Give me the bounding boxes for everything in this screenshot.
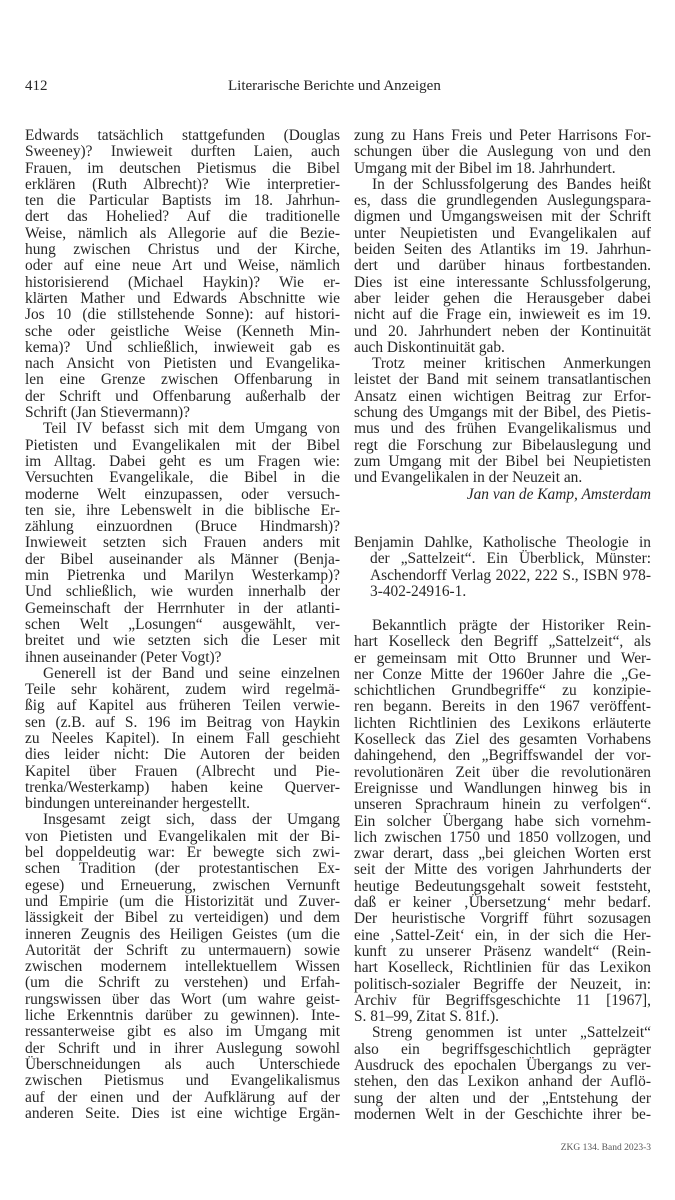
paragraph [354, 356, 651, 486]
text-line: inneren Zeugnis des Heiligen Geistes (um die [25, 925, 340, 943]
right-column-top [354, 128, 651, 503]
text-line: Weise, nämlich als Allegorie auf die Bezie- [25, 224, 340, 242]
text-line: S. 81–99, Zitat S. 81f.). [354, 1008, 499, 1026]
text-line: ßig auf Kapitel aus früheren Teilen verwie- [25, 697, 340, 715]
text-line: Gemeinschaft der Herrnhuter in der atlanti- [25, 599, 340, 617]
text-line: zwischen Pietismus und Evangelikalismus [25, 1072, 340, 1090]
paragraph [354, 618, 651, 1025]
text-line: Ansatz einen wichtigen Beitrag zur Erfor- [354, 387, 651, 405]
text-line: zwischen modernem intellektuellem Wissen [25, 958, 340, 976]
journal-footer: ZKG 134. Band 2023-3 [560, 1143, 651, 1153]
text-line: Dies ist eine interessante Schlussfolgerung, [354, 273, 651, 291]
text-line: zung zu Hans Freis und Peter Harrisons For- [354, 127, 651, 144]
text-line: schungen über die Auslegung von und den [354, 143, 651, 161]
text-line: lichten Richtlinien des Lexikons erläuterte [354, 714, 651, 732]
text-line: Teil IV befasst sich mit dem Umgang von [43, 420, 340, 438]
text-line: Ausdruck des epochalen Übergangs zu ver- [354, 1057, 651, 1075]
paragraph [354, 177, 651, 356]
text-line: modernen Welt in der Geschichte ihrer be- [354, 1105, 651, 1123]
text-line: schen Welt „Losungen“ ausgewählt, ver- [25, 615, 340, 633]
text-line: der Schrift und Offenbarung außerhalb der [25, 387, 340, 405]
text-line: dies leider nicht: Die Autoren der beiden [25, 746, 340, 764]
text-line: daß er keiner ‚Übersetzung‘ mehr bedarf. [354, 894, 651, 912]
text-line: rungswissen über das Wort (um wahre geist- [25, 990, 340, 1008]
text-line: sen (z.B. auf S. 196 im Beitrag von Haykin [25, 713, 340, 731]
text-line: zwar derart, dass „bei gleichen Worten erst [354, 845, 651, 863]
bibliographic-line: der „Sattelzeit“. Ein Überblick, Münster: [370, 550, 651, 568]
text-line: liche Erkenntnis darüber zu gewinnen). Inte- [25, 1007, 340, 1025]
text-line: zum Umgang mit der Bibel bei Neupietisten [354, 452, 651, 470]
review-bibliographic-entry [354, 535, 651, 600]
text-line: schichtlichen Grundbegriffe“ zu konzipie- [354, 682, 651, 700]
bibliographic-line: Benjamin Dahlke, Katholische Theologie in [354, 534, 651, 551]
text-line: und Empirie (um die Historizität und Zuver- [25, 892, 340, 910]
text-line: Koselleck das Ziel des gesamten Vorhabens [354, 731, 651, 749]
text-line: bel doppeldeutig war: Er bewegte sich zwi- [25, 844, 340, 862]
paragraph [354, 1025, 651, 1123]
text-line: also ein begriffsgeschichtlich geprägter [354, 1040, 651, 1058]
text-line: oder auf eine neue Art und Weise, nämlich [25, 257, 340, 275]
text-line: Schrift (Jan Stievermann)? [25, 404, 190, 422]
text-line: politisch-sozialer Begriffe der Neuzeit, in: [354, 975, 651, 993]
text-line: mus und des frühen Evangelikalismus und [354, 420, 651, 438]
text-line: Bekanntlich prägte der Historiker Rein- [372, 617, 651, 634]
text-line: bindungen untereinander hergestellt. [25, 795, 250, 813]
text-line: Generell ist der Band und seine einzelnen [43, 664, 340, 682]
text-line: egese) und Erneuerung, zwischen Vernunft [25, 876, 340, 894]
text-line: Trotz meiner kritischen Anmerkungen [372, 355, 651, 373]
text-line: erklären (Ruth Albrecht)? Wie interpretier- [25, 175, 340, 193]
paragraph [25, 421, 340, 665]
running-title: Literarische Berichte und Anzeigen [228, 78, 441, 94]
text-line: Ereignisse und Wandlungen hinweg bis in [354, 779, 651, 797]
text-line: von Pietisten und Evangelikalen mit der Bi- [25, 827, 340, 845]
text-line: auf der einen und der Aufklärung auf der [25, 1088, 340, 1106]
text-line: Teile sehr kohärent, zudem wird regelmä- [25, 681, 340, 699]
text-line: hung zwischen Christus und der Kirche, [25, 241, 340, 259]
text-line: leistet der Band mit seinem transatlantischen [354, 371, 651, 389]
text-line: dahingehend, den „Begriffswandel der vor- [354, 747, 651, 765]
text-line: revolutionären Zeit über die revolutionären [354, 763, 651, 781]
paragraph [354, 128, 651, 177]
text-line: stehen, den das Lexikon anhand der Auflö- [354, 1073, 651, 1091]
left-column [25, 128, 340, 1122]
text-line: aber leider gehen die Herausgeber dabei [354, 289, 651, 307]
text-line: historisierend (Michael Haykin)? Wie er- [25, 273, 340, 291]
text-line: Streng genommen ist unter „Sattelzeit“ [372, 1024, 651, 1042]
text-line: len eine Grenze zwischen Offenbarung in [25, 371, 340, 389]
text-line: min Pietrenka und Marilyn Westerkamp)? [25, 567, 340, 585]
text-line: ihnen auseinander (Peter Vogt)? [25, 648, 222, 666]
text-line: unter Neupietisten und Evangelikalen auf [354, 224, 651, 242]
text-line: im Alltag. Dabei geht es um Fragen wie: [25, 452, 340, 470]
text-line: nach Ansicht von Pietisten und Evangelika- [25, 355, 340, 373]
review-body [354, 618, 651, 1123]
text-line: anderen Seite. Dies ist eine wichtige Ergän- [25, 1104, 340, 1122]
text-line: und 20. Jahrhundert neben der Kontinuität [354, 322, 651, 340]
text-line: (um die Schrift zu verstehen) und Erfah- [25, 974, 340, 992]
page-number: 412 [25, 78, 48, 94]
text-line: ren begann. Bereits in den 1967 veröffent- [354, 698, 651, 716]
text-line: lässigkeit der Bibel zu verteidigen) und dem [25, 909, 340, 927]
text-line: Umgang mit der Bibel im 18. Jahrhundert. [354, 159, 616, 177]
text-line: Sweeney)? Inwieweit durften Laien, auch [25, 143, 340, 161]
text-line: Und schließlich, wie wurden innerhalb der [25, 583, 340, 601]
text-line: hart Koselleck den Begriff „Sattelzeit“, als [354, 633, 651, 651]
text-line: auch Diskontinuität gab. [354, 338, 505, 356]
text-line: lich zwischen 1750 und 1850 vollzogen, und [354, 828, 651, 846]
text-line: Pietisten und Evangelikalen mit der Bibel [25, 436, 340, 454]
text-line: digmen und Umgangsweisen mit der Schrift [354, 208, 651, 226]
text-line: ressanterweise gibt es also im Umgang mit [25, 1023, 340, 1041]
text-line: schung des Umgangs mit der Bibel, des Pietis- [354, 404, 651, 422]
text-line: heutige Bedeutungsgehalt soweit feststeht, [354, 877, 651, 895]
text-line: eine ‚Sattel-Zeit‘ ein, in der sich die Her- [354, 926, 651, 944]
text-line: dert das Hohelied? Auf die traditionelle [25, 208, 340, 226]
text-line: Edwards tatsächlich stattgefunden (Douglas [25, 127, 340, 144]
text-line: sung der alten und der „Entstehung der [354, 1089, 651, 1107]
text-line: Autorität der Schrift zu untermauern) sowie [25, 941, 340, 959]
reviewer-signature: Jan van de Kamp, Amsterdam [466, 485, 651, 503]
text-line: Inwieweit setzten sich Frauen anders mit [25, 534, 340, 552]
text-line: schen Tradition (der protestantischen Ex- [25, 860, 340, 878]
text-line: moderne Welt einzupassen, oder versuch- [25, 485, 340, 503]
text-line: breitet und wie setzten sich die Leser mit [25, 632, 340, 650]
text-line: Der heuristische Vorgriff führt sozusagen [354, 910, 651, 928]
text-line: und Evangelikalen in der Neuzeit an. [354, 469, 583, 487]
bibliographic-line: Aschendorff Verlag 2022, 222 S., ISBN 978- [370, 566, 651, 584]
text-line: Versuchten Evangelikale, die Bibel in die [25, 469, 340, 487]
text-line: unseren Sprachraum hinein zu verfolgen“. [354, 796, 651, 814]
text-line: Ein solcher Übergang habe sich vornehm- [354, 812, 651, 830]
text-line: es, dass die grundlegenden Auslegungspara- [354, 192, 651, 210]
text-line: Frauen, im deutschen Pietismus die Bibel [25, 159, 340, 177]
text-line: Überschneidungen als auch Unterschiede [25, 1055, 340, 1073]
text-line: beiden Seiten des Atlantiks im 19. Jahrhun- [354, 241, 651, 259]
text-line: Kapitel über Frauen (Albrecht und Pie- [25, 762, 340, 780]
text-line: kunft zu unserer Präsenz wandelt“ (Rein- [354, 942, 651, 960]
text-line: ner Conze Mitte der 1960er Jahre die „Ge- [354, 665, 651, 683]
text-line: zu Neeles Kapitel). In einem Fall geschieht [25, 729, 340, 747]
text-line: sche oder geistliche Weise (Kenneth Min- [25, 322, 340, 340]
text-line: er gemeinsam mit Otto Brunner und Wer- [354, 649, 651, 667]
text-line: regt die Forschung zur Bibelauslegung und [354, 436, 651, 454]
text-line: trenka/Westerkamp) haben keine Querver- [25, 778, 340, 796]
paragraph [25, 812, 340, 1122]
text-line: der Schrift und in ihrer Auslegung sowohl [25, 1039, 340, 1057]
paragraph [25, 128, 340, 421]
text-line: kema)? Und schließlich, inwieweit gab es [25, 338, 340, 356]
text-line: Archiv für Begriffsgeschichte 11 [1967], [354, 991, 651, 1009]
text-line: nicht auf die Frage ein, inwieweit es im 19. [354, 306, 651, 324]
bibliographic-line: 3-402-24916-1. [370, 582, 467, 600]
text-line: hart Koselleck, Richtlinien für das Lexikon [354, 959, 651, 977]
text-line: ten die Particular Baptists im 18. Jahrhun- [25, 192, 340, 210]
text-line: klärten Mather und Edwards Abschnitte wie [25, 289, 340, 307]
text-line: der Bibel auseinander als Männer (Benja- [25, 550, 340, 568]
paragraph [25, 666, 340, 813]
text-line: zählung einzuordnen (Bruce Hindmarsh)? [25, 518, 340, 536]
text-line: seit der Mitte des vorigen Jahrhunderts der [354, 861, 651, 879]
text-line: Jos 10 (die stillstehende Sonne): auf histori- [25, 306, 340, 324]
text-line: Insgesamt zeigt sich, dass der Umgang [43, 811, 340, 829]
text-line: ten sie, ihre Lebenswelt in die biblische Er- [25, 501, 340, 519]
text-line: In der Schlussfolgerung des Bandes heißt [372, 175, 651, 193]
text-line: dert und darüber hinaus fortbestanden. [354, 257, 651, 275]
